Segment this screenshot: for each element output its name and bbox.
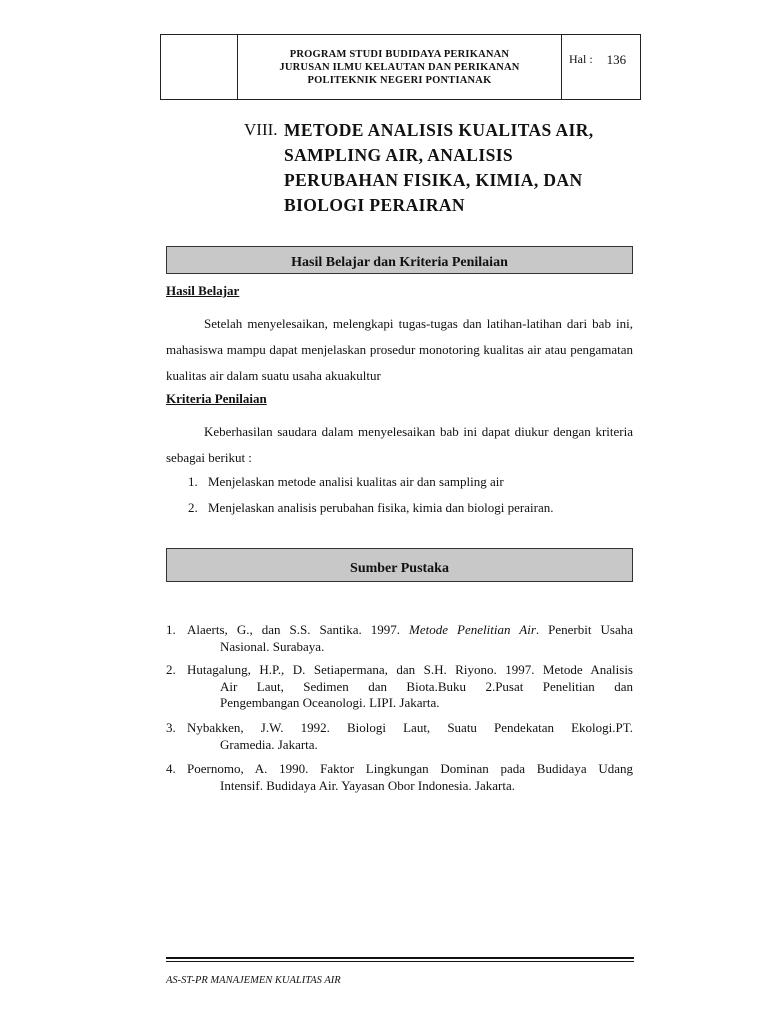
reference-line: Nybakken, J.W. 1992. Biologi Laut, Suatu Pendekatan Ekologi.PT. [187,720,633,735]
page-label: Hal : [569,52,593,66]
page-header [160,34,641,100]
reference-item [166,761,633,794]
page-number: 136 [606,52,627,67]
chapter-number: VIII. [244,120,278,139]
reference-item [166,622,633,655]
chapter-title-line: SAMPLING AIR, ANALISIS [284,145,514,165]
reference-number: 3. [166,720,176,735]
chapter-title [284,118,594,218]
chapter-title-line: BIOLOGI PERAIRAN [284,195,465,215]
outcome-heading: Hasil Belajar [166,283,240,298]
reference-item [166,662,633,712]
criteria-item-number: 2. [188,500,198,515]
reference-line: Hutagalung, H.P., D. Setiapermana, dan S.H. Riyono. 1997. Metode Analisis [187,662,633,677]
reference-continuation: Nasional. Surabaya. [220,638,325,654]
footer-rule-thick [166,957,634,959]
header-page-cell [562,35,640,99]
criteria-paragraph [166,419,633,471]
institution-line-program: PROGRAM STUDI BUDIDAYA PERIKANAN [289,48,510,60]
footer-rule-thin [166,961,634,962]
reference-line: Poernomo, A. 1990. Faktor Lingkungan Dominan pada Budidaya Udang [187,761,633,776]
criteria-item [188,474,504,490]
criteria-item [188,500,553,516]
header-logo-cell [161,35,238,99]
reference-line: Gramedia. Jakarta. [220,736,318,752]
learning-box-title: Hasil Belajar dan Kriteria Penilaian [166,246,633,274]
reference-title: Metode Penelitian Air [409,622,536,637]
criteria-intro: Keberhasilan saudara dalam menyelesaikan bab ini dapat diukur dengan kriteria sebagai berikut : [166,424,633,465]
reference-line: Pengembangan Oceanologi. LIPI. Jakarta. [220,695,440,710]
references-box-title: Sumber Pustaka [166,548,633,582]
institution-line-polytechnic: POLITEKNIK NEGERI PONTIANAK [307,74,492,86]
reference-line: Intensif. Budidaya Air. Yayasan Obor Indonesia. Jakarta. [220,777,515,793]
reference-number: 4. [166,761,176,776]
criteria-item-text: Menjelaskan analisis perubahan fisika, kimia dan biologi perairan. [208,500,554,515]
header-institution [238,35,562,99]
chapter-title-line: METODE ANALISIS KUALITAS AIR, [284,120,594,140]
chapter-title-line: PERUBAHAN FISIKA, KIMIA, DAN [284,170,583,190]
reference-number: 2. [166,662,176,677]
reference-number: 1. [166,622,176,637]
reference-line: Air Laut, Sedimen dan Biota.Buku 2.Pusat Penelitian dan [220,678,633,694]
reference-authors: Alaerts, G., dan S.S. Santika. 1997. [187,622,410,637]
reference-item [166,720,633,753]
criteria-heading: Kriteria Penilaian [166,391,267,406]
reference-publisher: . Penerbit Usaha [535,622,633,637]
outcome-paragraph [166,311,633,389]
footer-text: AS-ST-PR MANAJEMEN KUALITAS AIR [166,975,341,986]
outcome-text: Setelah menyelesaikan, melengkapi tugas-tugas dan latihan-latihan dari bab ini, mahasiswa mampu dapat menjelaskan prosedur monotoring kualitas air atau pengamatan kualitas air dalam suatu usaha akuakultur [166,316,633,383]
institution-line-department: JURUSAN ILMU KELAUTAN DAN PERIKANAN [279,61,520,73]
criteria-item-text: Menjelaskan metode analisi kualitas air dan sampling air [208,474,504,489]
criteria-item-number: 1. [188,474,198,489]
